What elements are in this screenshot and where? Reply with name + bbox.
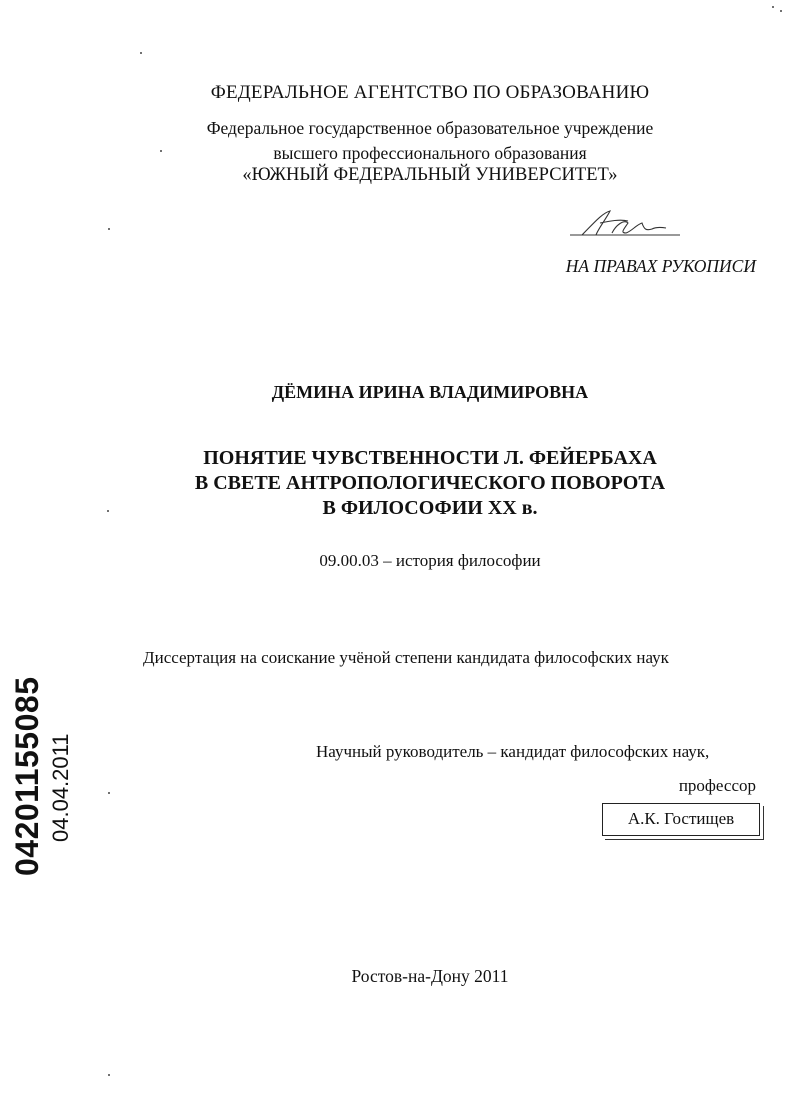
dissertation-statement: Диссертация на соискание учёной степени кандидата философских наук bbox=[143, 648, 669, 667]
scan-speck bbox=[107, 510, 109, 512]
advisor-title: Научный руководитель – кандидат философских наук, bbox=[316, 742, 710, 761]
dissertation-title-line-1: ПОНЯТИЕ ЧУВСТВЕННОСТИ Л. ФЕЙЕРБАХА bbox=[203, 447, 657, 469]
institution-line-1: Федеральное государственное образовательное учреждение bbox=[206, 118, 654, 138]
university-name: «ЮЖНЫЙ ФЕДЕРАЛЬНЫЙ УНИВЕРСИТЕТ» bbox=[242, 165, 618, 185]
specialty-code: 09.00.03 – история философии bbox=[319, 551, 541, 570]
advisor-rank: профессор bbox=[678, 776, 756, 795]
scan-speck bbox=[772, 6, 774, 8]
agency-heading: ФЕДЕРАЛЬНОЕ АГЕНТСТВО ПО ОБРАЗОВАНИЮ bbox=[210, 82, 650, 103]
library-stamp-date: 04.04.2011 bbox=[48, 733, 73, 842]
scan-speck bbox=[780, 10, 782, 12]
dissertation-title-line-3: В ФИЛОСОФИИ ХХ в. bbox=[322, 497, 538, 519]
scan-speck bbox=[108, 1074, 110, 1076]
rights-label: НА ПРАВАХ РУКОПИСИ bbox=[565, 256, 756, 276]
advisor-name-box: А.К. Гостищев bbox=[602, 803, 760, 836]
scan-speck bbox=[108, 228, 110, 230]
scan-speck bbox=[108, 792, 110, 794]
city-year: Ростов-на-Дону 2011 bbox=[351, 966, 509, 986]
author-name: ДЁМИНА ИРИНА ВЛАДИМИРОВНА bbox=[271, 382, 589, 402]
library-stamp-code: 04201155085 bbox=[9, 676, 45, 876]
signature bbox=[562, 205, 692, 255]
dissertation-title-line-2: В СВЕТЕ АНТРОПОЛОГИЧЕСКОГО ПОВОРОТА bbox=[194, 472, 666, 494]
institution-line-2: высшего профессионального образования bbox=[273, 143, 587, 163]
scan-speck bbox=[160, 150, 162, 152]
scan-speck bbox=[140, 52, 142, 54]
